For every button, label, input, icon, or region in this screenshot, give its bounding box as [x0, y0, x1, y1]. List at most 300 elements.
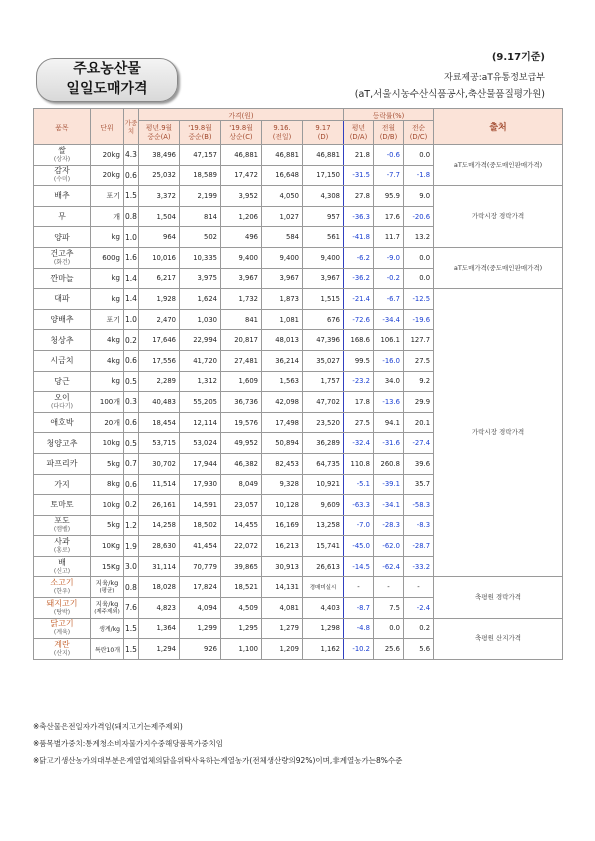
price-b: 4,094 [180, 598, 221, 619]
price-c: 9,400 [221, 247, 262, 268]
price-d: 15,741 [303, 536, 344, 557]
price-prev: 50,894 [262, 433, 303, 454]
item-unit: 4kg [91, 350, 124, 371]
price-prev: 1,209 [262, 639, 303, 660]
price-b: 70,779 [180, 556, 221, 577]
rate-rb: -39.1 [374, 474, 404, 495]
rate-rb: 106.1 [374, 330, 404, 351]
price-c: 18,521 [221, 577, 262, 598]
price-prev: 14,131 [262, 577, 303, 598]
rate-ra: -7.0 [344, 515, 374, 536]
price-c: 46,881 [221, 145, 262, 166]
rate-rc: 127.7 [404, 330, 434, 351]
price-c: 1,732 [221, 289, 262, 310]
price-d: 957 [303, 206, 344, 227]
price-a: 1,364 [139, 618, 180, 639]
price-a: 18,028 [139, 577, 180, 598]
rate-ra: -10.2 [344, 639, 374, 660]
rate-rc: -19.6 [404, 309, 434, 330]
price-b: 814 [180, 206, 221, 227]
table-row [34, 247, 563, 268]
item-unit: 생계/kg [91, 618, 124, 639]
rate-rc: 5.6 [404, 639, 434, 660]
rate-rc: -12.5 [404, 289, 434, 310]
item-weight: 0.8 [124, 577, 139, 598]
price-c: 14,455 [221, 515, 262, 536]
price-a: 25,032 [139, 165, 180, 186]
price-c: 27,481 [221, 350, 262, 371]
rate-rb: 94.1 [374, 412, 404, 433]
reference-date: (9.17기준) [491, 52, 545, 63]
rate-rc: 20.1 [404, 412, 434, 433]
item-unit: 개 [91, 206, 124, 227]
price-c: 49,952 [221, 433, 262, 454]
item-weight: 1.5 [124, 639, 139, 660]
item-weight: 1.4 [124, 268, 139, 289]
price-a: 11,514 [139, 474, 180, 495]
rate-rc: 0.0 [404, 268, 434, 289]
rate-rb: -16.0 [374, 350, 404, 371]
item-weight: 0.7 [124, 453, 139, 474]
price-a: 1,504 [139, 206, 180, 227]
item-unit: kg [91, 268, 124, 289]
rate-ra: -21.4 [344, 289, 374, 310]
rate-rc: -2.4 [404, 598, 434, 619]
price-prev: 584 [262, 227, 303, 248]
rate-rb: -34.4 [374, 309, 404, 330]
price-c: 46,382 [221, 453, 262, 474]
item-name: 가지 [34, 474, 91, 495]
item-unit: kg [91, 371, 124, 392]
rate-ra: -6.2 [344, 247, 374, 268]
rate-ra: - [344, 577, 374, 598]
rate-rc: -20.6 [404, 206, 434, 227]
title-line2: 일일도매가격 [66, 81, 148, 97]
price-d: 3,967 [303, 268, 344, 289]
price-b: 1,624 [180, 289, 221, 310]
item-weight: 0.6 [124, 350, 139, 371]
item-name: 깐마늘 [34, 268, 91, 289]
item-weight: 1.5 [124, 186, 139, 207]
source-line2: (aT,서울시농수산식품공사,축산물품질평가원) [354, 89, 545, 100]
rate-ra: -23.2 [344, 371, 374, 392]
table-row [34, 618, 563, 639]
rate-rc: 35.7 [404, 474, 434, 495]
price-d: 1,298 [303, 618, 344, 639]
price-b: 17,824 [180, 577, 221, 598]
item-name: 돼지고기 (탕박) [34, 598, 91, 619]
price-d: 10,921 [303, 474, 344, 495]
item-name: 무 [34, 206, 91, 227]
rate-rb: -13.6 [374, 392, 404, 413]
rate-ra: 21.8 [344, 145, 374, 166]
header-rate-a: 평년 (D/A) [344, 121, 374, 145]
item-name: 토마토 [34, 495, 91, 516]
price-a: 40,483 [139, 392, 180, 413]
price-d: 9,400 [303, 247, 344, 268]
price-a: 28,630 [139, 536, 180, 557]
price-a: 26,161 [139, 495, 180, 516]
price-prev: 1,563 [262, 371, 303, 392]
footnote-1: ※축산물은전일자가격임(돼지고기는제주제외) [33, 722, 183, 731]
rate-rb: 0.0 [374, 618, 404, 639]
price-c: 39,865 [221, 556, 262, 577]
item-name: 대파 [34, 289, 91, 310]
rate-rb: -9.0 [374, 247, 404, 268]
item-unit: 10kg [91, 495, 124, 516]
item-weight: 0.6 [124, 412, 139, 433]
item-unit: 100개 [91, 392, 124, 413]
item-unit: 포기 [91, 186, 124, 207]
price-a: 2,289 [139, 371, 180, 392]
price-d: 1,515 [303, 289, 344, 310]
rate-rc: 29.9 [404, 392, 434, 413]
item-name: 사과 (홍로) [34, 536, 91, 557]
price-a: 1,928 [139, 289, 180, 310]
rate-ra: -36.3 [344, 206, 374, 227]
header-rate-group: 등락률(%) [344, 109, 434, 121]
item-unit: 특란10개 [91, 639, 124, 660]
item-unit: 포기 [91, 309, 124, 330]
price-d: 4,308 [303, 186, 344, 207]
item-name: 청상추 [34, 330, 91, 351]
footnote-3: ※닭고기생산농가의대부분은계열업체의닭을위탁사육하는계열농가(전체생산량의92%)이며,非계열농가는8%수준 [33, 756, 403, 765]
item-weight: 4.3 [124, 145, 139, 166]
item-weight: 3.0 [124, 556, 139, 577]
item-weight: 1.2 [124, 515, 139, 536]
header-source: 출처 [434, 109, 563, 145]
table-row [34, 186, 563, 207]
price-prev: 1,279 [262, 618, 303, 639]
rate-ra: -31.5 [344, 165, 374, 186]
item-weight: 0.6 [124, 165, 139, 186]
rate-ra: -63.3 [344, 495, 374, 516]
rate-ra: -8.7 [344, 598, 374, 619]
price-a: 31,114 [139, 556, 180, 577]
item-unit: kg [91, 289, 124, 310]
source-note: 가락시장 경락가격 [434, 186, 563, 248]
rate-ra: -5.1 [344, 474, 374, 495]
header-col-c: '19.8월 상순(C) [221, 121, 262, 145]
header-weight: 가중치 [124, 109, 139, 145]
price-d: 13,258 [303, 515, 344, 536]
rate-rc: 0.0 [404, 145, 434, 166]
price-b: 17,930 [180, 474, 221, 495]
price-b: 41,720 [180, 350, 221, 371]
item-unit: 20kg [91, 145, 124, 166]
price-d: 676 [303, 309, 344, 330]
rate-rb: 260.8 [374, 453, 404, 474]
rate-rb: 34.0 [374, 371, 404, 392]
price-c: 8,049 [221, 474, 262, 495]
item-unit: 600g [91, 247, 124, 268]
item-name: 당근 [34, 371, 91, 392]
price-b: 3,975 [180, 268, 221, 289]
title-line1: 주요농산물 [73, 61, 141, 77]
rate-ra: 27.8 [344, 186, 374, 207]
price-b: 18,589 [180, 165, 221, 186]
item-name: 양배추 [34, 309, 91, 330]
item-name: 소고기 (한우) [34, 577, 91, 598]
item-name: 배추 [34, 186, 91, 207]
item-name: 양파 [34, 227, 91, 248]
footnote-2: ※품목별가중치:통계청소비자물가지수중해당품목가중치임 [33, 739, 223, 748]
price-a: 2,470 [139, 309, 180, 330]
rate-rb: -0.6 [374, 145, 404, 166]
price-b: 2,199 [180, 186, 221, 207]
price-a: 6,217 [139, 268, 180, 289]
price-prev: 16,648 [262, 165, 303, 186]
item-name: 포도 (캠벨) [34, 515, 91, 536]
rate-rb: 7.5 [374, 598, 404, 619]
price-d: 64,735 [303, 453, 344, 474]
source-note: aT도매가격(중도매인판매가격) [434, 145, 563, 186]
rate-ra: -72.6 [344, 309, 374, 330]
source-note: aT도매가격(중도매인판매가격) [434, 247, 563, 288]
item-name: 애호박 [34, 412, 91, 433]
price-prev: 48,013 [262, 330, 303, 351]
price-b: 14,591 [180, 495, 221, 516]
item-name: 오이 (다다기) [34, 392, 91, 413]
price-d: 26,613 [303, 556, 344, 577]
item-name: 건고추 (화건) [34, 247, 91, 268]
price-d: 9,609 [303, 495, 344, 516]
item-name: 쌀 (상자) [34, 145, 91, 166]
rate-rc: -1.8 [404, 165, 434, 186]
item-weight: 1.0 [124, 309, 139, 330]
item-unit: 10Kg [91, 536, 124, 557]
price-prev: 17,498 [262, 412, 303, 433]
item-unit: 8kg [91, 474, 124, 495]
rate-rc: -33.2 [404, 556, 434, 577]
price-d: 35,027 [303, 350, 344, 371]
item-name: 배 (신고) [34, 556, 91, 577]
price-b: 12,114 [180, 412, 221, 433]
price-d: 23,520 [303, 412, 344, 433]
item-weight: 1.4 [124, 289, 139, 310]
source-note: 축평원 산지가격 [434, 618, 563, 659]
item-unit: 4kg [91, 330, 124, 351]
rate-rc: 9.0 [404, 186, 434, 207]
item-weight: 0.5 [124, 433, 139, 454]
price-c: 3,952 [221, 186, 262, 207]
price-b: 1,030 [180, 309, 221, 330]
rate-ra: -36.2 [344, 268, 374, 289]
rate-ra: -4.8 [344, 618, 374, 639]
rate-ra: -32.4 [344, 433, 374, 454]
rate-ra: 168.6 [344, 330, 374, 351]
rate-rb: -28.3 [374, 515, 404, 536]
rate-rb: -6.7 [374, 289, 404, 310]
price-d: 경매미실시 [303, 577, 344, 598]
rate-ra: 99.5 [344, 350, 374, 371]
price-prev: 30,913 [262, 556, 303, 577]
price-c: 17,472 [221, 165, 262, 186]
price-b: 22,994 [180, 330, 221, 351]
price-b: 10,335 [180, 247, 221, 268]
item-weight: 0.2 [124, 330, 139, 351]
rate-rc: -8.3 [404, 515, 434, 536]
item-weight: 1.0 [124, 227, 139, 248]
item-name: 닭고기 (계육) [34, 618, 91, 639]
item-name: 시금치 [34, 350, 91, 371]
item-name: 감자 (수미) [34, 165, 91, 186]
rate-ra: 27.5 [344, 412, 374, 433]
price-a: 14,258 [139, 515, 180, 536]
price-table [33, 108, 563, 660]
item-weight: 0.5 [124, 371, 139, 392]
item-weight: 0.3 [124, 392, 139, 413]
price-c: 4,509 [221, 598, 262, 619]
price-prev: 10,128 [262, 495, 303, 516]
item-weight: 1.6 [124, 247, 139, 268]
item-weight: 0.6 [124, 474, 139, 495]
rate-rc: 39.6 [404, 453, 434, 474]
item-weight: 1.5 [124, 618, 139, 639]
price-d: 36,289 [303, 433, 344, 454]
price-b: 17,944 [180, 453, 221, 474]
item-weight: 1.9 [124, 536, 139, 557]
item-unit: 지육/kg (평균) [91, 577, 124, 598]
price-a: 964 [139, 227, 180, 248]
source-note: 가락시장 경락가격 [434, 289, 563, 577]
price-a: 3,372 [139, 186, 180, 207]
price-c: 19,576 [221, 412, 262, 433]
price-a: 10,016 [139, 247, 180, 268]
rate-rb: -34.1 [374, 495, 404, 516]
item-unit: 15Kg [91, 556, 124, 577]
header-unit: 단위 [91, 109, 124, 145]
rate-rc: -28.7 [404, 536, 434, 557]
rate-ra: -41.8 [344, 227, 374, 248]
rate-rc: 0.0 [404, 247, 434, 268]
table-row [34, 289, 563, 310]
price-prev: 1,027 [262, 206, 303, 227]
price-c: 23,057 [221, 495, 262, 516]
item-unit: kg [91, 227, 124, 248]
price-b: 1,312 [180, 371, 221, 392]
price-d: 17,150 [303, 165, 344, 186]
price-b: 502 [180, 227, 221, 248]
price-d: 1,162 [303, 639, 344, 660]
rate-rb: -62.0 [374, 536, 404, 557]
source-note: 축평원 경락가격 [434, 577, 563, 618]
rate-rc: -27.4 [404, 433, 434, 454]
rate-rc: - [404, 577, 434, 598]
price-prev: 1,873 [262, 289, 303, 310]
price-prev: 46,881 [262, 145, 303, 166]
item-name: 파프리카 [34, 453, 91, 474]
price-b: 55,205 [180, 392, 221, 413]
price-b: 41,454 [180, 536, 221, 557]
price-c: 1,295 [221, 618, 262, 639]
price-prev: 1,081 [262, 309, 303, 330]
rate-rc: 0.2 [404, 618, 434, 639]
price-a: 30,702 [139, 453, 180, 474]
item-weight: 0.2 [124, 495, 139, 516]
item-name: 청양고추 [34, 433, 91, 454]
header-rate-c: 전순 (D/C) [404, 121, 434, 145]
price-d: 4,403 [303, 598, 344, 619]
header-item: 품목 [34, 109, 91, 145]
price-prev: 16,213 [262, 536, 303, 557]
price-c: 36,736 [221, 392, 262, 413]
rate-rb: - [374, 577, 404, 598]
price-b: 47,157 [180, 145, 221, 166]
price-c: 20,817 [221, 330, 262, 351]
item-name: 계란 (산지) [34, 639, 91, 660]
source-line1: 자료제공:aT유통정보급부 [444, 73, 545, 83]
price-prev: 16,169 [262, 515, 303, 536]
rate-rb: -31.6 [374, 433, 404, 454]
item-weight: 7.6 [124, 598, 139, 619]
item-unit: 5kg [91, 453, 124, 474]
header-col-prev: 9.16. (전일) [262, 121, 303, 145]
price-d: 1,757 [303, 371, 344, 392]
price-c: 22,072 [221, 536, 262, 557]
header-rate-b: 전월 (D/B) [374, 121, 404, 145]
price-c: 3,967 [221, 268, 262, 289]
price-d: 47,702 [303, 392, 344, 413]
rate-rb: -7.7 [374, 165, 404, 186]
price-a: 18,454 [139, 412, 180, 433]
rate-ra: -14.5 [344, 556, 374, 577]
rate-rc: -58.3 [404, 495, 434, 516]
price-c: 1,100 [221, 639, 262, 660]
price-prev: 3,967 [262, 268, 303, 289]
rate-rb: 11.7 [374, 227, 404, 248]
item-unit: 지육/kg (제주제외) [91, 598, 124, 619]
price-prev: 9,400 [262, 247, 303, 268]
item-unit: 20개 [91, 412, 124, 433]
price-d: 561 [303, 227, 344, 248]
rate-ra: 110.8 [344, 453, 374, 474]
price-b: 53,024 [180, 433, 221, 454]
price-b: 18,502 [180, 515, 221, 536]
price-a: 53,715 [139, 433, 180, 454]
rate-ra: 17.8 [344, 392, 374, 413]
header-price-group: 가격(원) [139, 109, 344, 121]
price-c: 841 [221, 309, 262, 330]
item-unit: 10kg [91, 433, 124, 454]
price-b: 1,299 [180, 618, 221, 639]
price-a: 4,823 [139, 598, 180, 619]
price-d: 46,881 [303, 145, 344, 166]
rate-rc: 27.5 [404, 350, 434, 371]
rate-rc: 9.2 [404, 371, 434, 392]
rate-rb: 25.6 [374, 639, 404, 660]
price-a: 1,294 [139, 639, 180, 660]
item-unit: 20kg [91, 165, 124, 186]
rate-rb: -0.2 [374, 268, 404, 289]
price-prev: 42,098 [262, 392, 303, 413]
price-prev: 36,214 [262, 350, 303, 371]
item-unit: 5kg [91, 515, 124, 536]
rate-rb: -62.4 [374, 556, 404, 577]
item-weight: 0.8 [124, 206, 139, 227]
rate-rb: 95.9 [374, 186, 404, 207]
price-prev: 82,453 [262, 453, 303, 474]
table-row [34, 145, 563, 166]
price-c: 1,206 [221, 206, 262, 227]
price-c: 1,609 [221, 371, 262, 392]
header-col-d: 9.17 (D) [303, 121, 344, 145]
title-box [36, 58, 178, 102]
price-c: 496 [221, 227, 262, 248]
price-b: 926 [180, 639, 221, 660]
price-a: 38,496 [139, 145, 180, 166]
price-prev: 9,328 [262, 474, 303, 495]
